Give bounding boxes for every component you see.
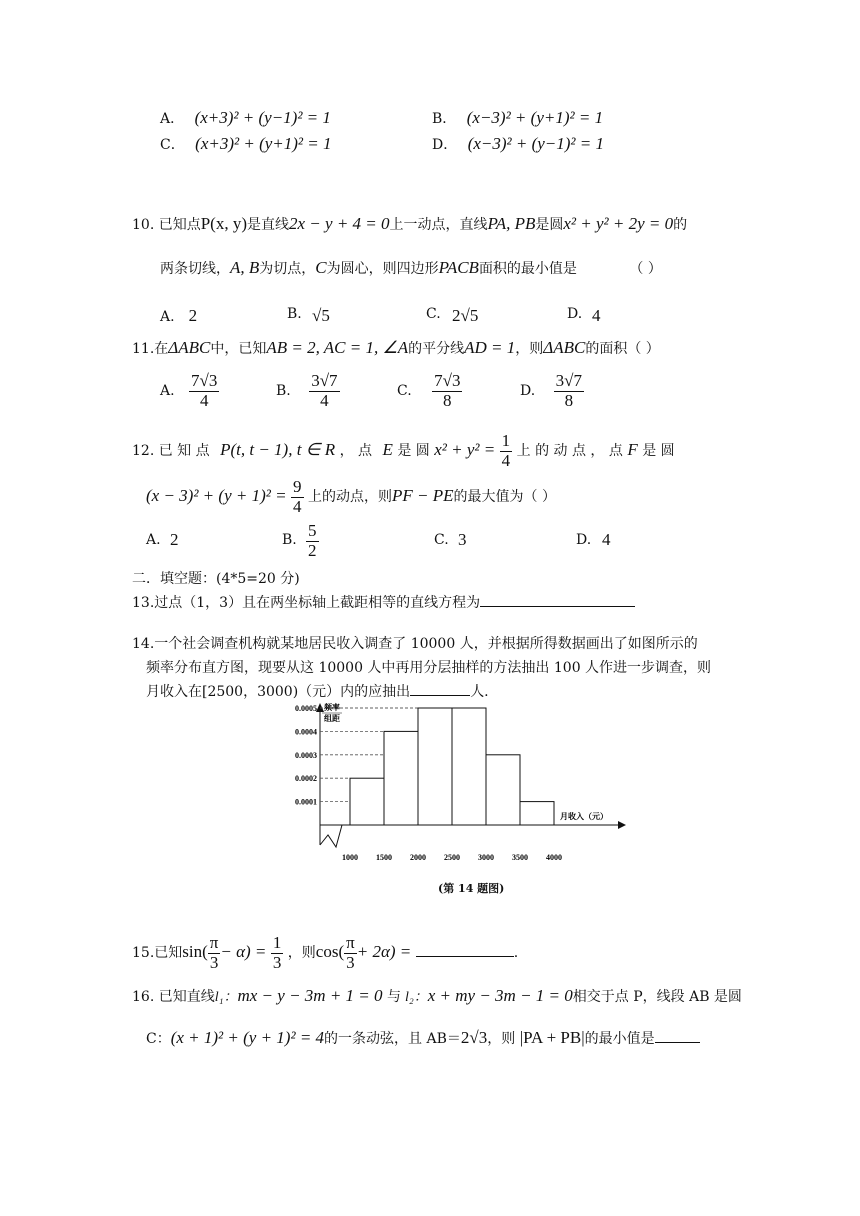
y-axis-label-bottom: 组距: [324, 714, 340, 723]
q11-stem: 11.在ΔABC中，已知AB = 2, AC = 1, ∠A的平分线AD = 1，则ΔABC的面积（ ）: [132, 338, 660, 357]
axis-break-mark: [320, 825, 342, 847]
q11-option-c: C. $\frac{7√3}{8}$: [397, 371, 461, 410]
q14-line3: 月收入在[2500，3000)（元）内的应抽出 人.: [146, 681, 489, 701]
y-tick-label: 0.0002: [295, 774, 317, 784]
q11-option-d: D. $\frac{3√7}{8}$: [520, 371, 582, 410]
y-tick-label: 0.0005: [295, 704, 317, 713]
q10-options: A. 2 B. √5 C. 2√5 D. 4: [160, 306, 601, 325]
x-axis-arrow: [618, 821, 626, 829]
histogram-bar: [486, 755, 520, 825]
q13: 13.过点（1，3）且在两坐标轴上截距相等的直线方程为: [132, 592, 635, 612]
q10-line2: 两条切线，A, B为切点，C为圆心，则四边形PACB面积的最小值是 （ ）: [160, 258, 662, 277]
x-tick-label: 3500: [512, 853, 528, 862]
frequency-histogram: [280, 700, 630, 865]
q9-option-a: A． (x+3)² + (y−1)² = 1: [160, 108, 331, 127]
q11-option-a: A. $\frac{7√3}{4}$: [160, 371, 218, 410]
histogram-bar: [350, 778, 384, 825]
y-axis-label-top: 频率: [324, 703, 340, 712]
figure-caption: (第 14 题图): [438, 882, 505, 895]
x-tick-label: 2000: [410, 853, 426, 862]
q16-line1: 16. 已知直线l₁：mx − y − 3m + 1 = 0 与 l₂：x + my − 3m − 1 = 0相交于点 P，线段 AB 是圆: [132, 986, 742, 1005]
y-tick-label: 0.0003: [295, 750, 317, 760]
x-tick-label: 3000: [478, 853, 494, 862]
y-tick-label: 0.0001: [295, 797, 317, 807]
q14-line2: 频率分布直方图，现要从这 10000 人中再用分层抽样的方法抽出 100 人作进一步调查，则: [146, 660, 712, 676]
q9-option-b: B． (x−3)² + (y+1)² = 1: [432, 108, 604, 127]
q9-option-c: C． (x+3)² + (y+1)² = 1: [160, 134, 332, 153]
x-tick-label: 4000: [546, 853, 562, 862]
histogram-bar: [384, 731, 418, 825]
q11-option-b: B. $\frac{3√7}{4}$: [276, 371, 338, 410]
histogram-bar: [452, 708, 486, 825]
q15-answer-blank: [416, 942, 514, 957]
histogram-bar: [520, 802, 554, 825]
q10-line1: 10. 已知点P(x, y)是直线2x − y + 4 = 0上一动点，直线PA, PB是圆x² + y² + 2y = 0的: [132, 214, 688, 233]
q12-line1: 12. 已 知 点 P(t, t − 1), t ∈ R ， 点 E 是 圆 x² + y² = $\frac{1}{4}$ 上 的 动 点 ， 点 F 是 圆: [132, 431, 675, 470]
q16-answer-blank: [655, 1028, 700, 1043]
q13-answer-blank: [480, 592, 635, 607]
q14-answer-blank: [410, 681, 470, 696]
q15: 15.已知sin( $\frac{\pi}{3}$ − α) = $\frac{1}{3}$ ，则cos( $\frac{\pi}{3}$ + 2α) = .: [132, 933, 519, 972]
y-tick-label: 0.0004: [295, 727, 317, 737]
q9-option-d: D． (x−3)² + (y−1)² = 1: [432, 134, 605, 153]
x-tick-label: 1500: [376, 853, 392, 862]
q16-line2: C：(x + 1)² + (y + 1)² = 4的一条动弦，且 AB＝2√3，则 |PA + PB|的最小值是: [146, 1028, 700, 1048]
section-heading: 二．填空题：(4*5=20 分): [132, 571, 300, 587]
y-axis-arrow: [316, 703, 324, 712]
histogram-bar: [418, 708, 452, 825]
x-tick-label: 1000: [342, 853, 358, 862]
x-axis-label: 月收入（元）: [560, 812, 608, 821]
q14-line1: 14.一个社会调查机构就某地居民收入调查了 10000 人，并根据所得数据画出了如图所示的: [132, 636, 698, 652]
q12-line2: (x − 3)² + (y + 1)² = $\frac{9}{4}$ 上的动点，则PF − PE的最大值为（ ）: [146, 477, 556, 516]
x-tick-label: 2500: [444, 853, 460, 862]
